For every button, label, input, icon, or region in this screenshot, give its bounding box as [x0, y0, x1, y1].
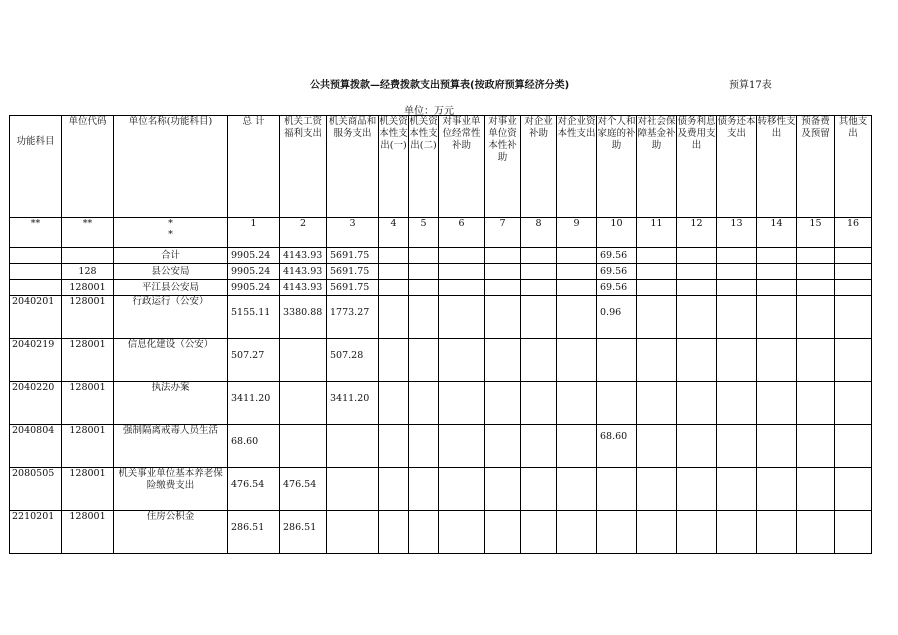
empty-cell [557, 425, 597, 468]
column-header: 预备费及预留 [797, 116, 835, 218]
empty-cell [797, 280, 835, 296]
unit-code-cell: 128001 [62, 296, 114, 339]
unit-code-cell [62, 248, 114, 264]
table-row [10, 248, 872, 264]
function-code-cell: 2040220 [10, 382, 62, 425]
empty-cell [557, 296, 597, 339]
empty-cell [835, 382, 872, 425]
table-row [10, 425, 872, 468]
column-number: 5 [409, 218, 439, 248]
empty-cell [677, 339, 717, 382]
goods-services-cell: 5691.75 [327, 248, 379, 264]
function-code-cell [10, 248, 62, 264]
empty-cell [409, 264, 439, 280]
empty-cell [757, 468, 797, 511]
empty-cell [717, 425, 757, 468]
empty-cell [557, 264, 597, 280]
column-header: 债务还本支出 [717, 116, 757, 218]
empty-cell [557, 280, 597, 296]
empty-cell [677, 425, 717, 468]
unit-label: 单位：万元 [404, 106, 454, 117]
empty-cell [439, 296, 485, 339]
empty-cell [485, 339, 521, 382]
table-row [10, 264, 872, 280]
table-row [10, 511, 872, 554]
empty-cell [717, 264, 757, 280]
wage-welfare-cell: 286.51 [280, 511, 327, 554]
wage-welfare-cell: 4143.93 [280, 264, 327, 280]
empty-cell [485, 382, 521, 425]
empty-cell [637, 296, 677, 339]
total-cell: 3411.20 [228, 382, 280, 425]
empty-cell [757, 339, 797, 382]
column-number: 15 [797, 218, 835, 248]
wage-welfare-cell: 4143.93 [280, 280, 327, 296]
unit-code-cell: 128 [62, 264, 114, 280]
column-number: 16 [835, 218, 872, 248]
column-header: 对企业补助 [521, 116, 557, 218]
empty-cell [485, 248, 521, 264]
empty-cell [439, 339, 485, 382]
table-row [10, 296, 872, 339]
column-header: 机关资本性支出(一) [379, 116, 409, 218]
total-cell: 286.51 [228, 511, 280, 554]
column-header: 转移性支出 [757, 116, 797, 218]
column-number: ** [10, 218, 62, 248]
empty-cell [717, 511, 757, 554]
empty-cell [757, 264, 797, 280]
empty-cell [379, 425, 409, 468]
empty-cell [835, 468, 872, 511]
empty-cell [797, 296, 835, 339]
total-cell: 68.60 [228, 425, 280, 468]
household-subsidy-cell [597, 511, 637, 554]
empty-cell [637, 264, 677, 280]
empty-cell [409, 511, 439, 554]
table-row [10, 339, 872, 382]
column-number-row [10, 218, 872, 248]
empty-cell [409, 339, 439, 382]
empty-cell [717, 296, 757, 339]
empty-cell [485, 468, 521, 511]
empty-cell [835, 248, 872, 264]
empty-cell [557, 248, 597, 264]
function-code-cell: 2080505 [10, 468, 62, 511]
empty-cell [835, 264, 872, 280]
unit-name-cell: 执法办案 [114, 382, 228, 425]
empty-cell [379, 280, 409, 296]
empty-cell [521, 296, 557, 339]
empty-cell [521, 382, 557, 425]
unit-code-cell: 128001 [62, 468, 114, 511]
column-header: 其他支出 [835, 116, 872, 218]
column-header: 对社会保障基金补助 [637, 116, 677, 218]
function-code-cell: 2210201 [10, 511, 62, 554]
unit-code-cell: 128001 [62, 280, 114, 296]
column-header: 单位名称(功能科目) [114, 116, 228, 218]
unit-name-cell: 住房公积金 [114, 511, 228, 554]
empty-cell [439, 382, 485, 425]
empty-cell [485, 296, 521, 339]
empty-cell [521, 425, 557, 468]
household-subsidy-cell: 0.96 [597, 296, 637, 339]
empty-cell [835, 425, 872, 468]
empty-cell [379, 264, 409, 280]
empty-cell [677, 511, 717, 554]
function-code-cell [10, 280, 62, 296]
empty-cell [797, 511, 835, 554]
household-subsidy-cell [597, 339, 637, 382]
empty-cell [637, 248, 677, 264]
column-number: 11 [637, 218, 677, 248]
empty-cell [379, 382, 409, 425]
column-number: 8 [521, 218, 557, 248]
table-row [10, 280, 872, 296]
total-cell: 9905.24 [228, 248, 280, 264]
wage-welfare-cell: 4143.93 [280, 248, 327, 264]
empty-cell [439, 280, 485, 296]
empty-cell [409, 425, 439, 468]
goods-services-cell [327, 425, 379, 468]
empty-cell [717, 382, 757, 425]
wage-welfare-cell [280, 339, 327, 382]
wage-welfare-cell: 476.54 [280, 468, 327, 511]
column-number: 4 [379, 218, 409, 248]
unit-code-cell: 128001 [62, 425, 114, 468]
column-header: 机关商品和服务支出 [327, 116, 379, 218]
empty-cell [557, 382, 597, 425]
empty-cell [797, 425, 835, 468]
empty-cell [757, 248, 797, 264]
empty-cell [797, 264, 835, 280]
empty-cell [557, 468, 597, 511]
column-number: 13 [717, 218, 757, 248]
household-subsidy-cell: 69.56 [597, 280, 637, 296]
column-number: 1 [228, 218, 280, 248]
empty-cell [757, 511, 797, 554]
function-code-cell: 2040804 [10, 425, 62, 468]
wage-welfare-cell [280, 425, 327, 468]
empty-cell [677, 468, 717, 511]
empty-cell [797, 339, 835, 382]
column-number: * * [114, 218, 228, 248]
empty-cell [757, 382, 797, 425]
table-row [10, 468, 872, 511]
household-subsidy-cell: 68.60 [597, 425, 637, 468]
empty-cell [379, 248, 409, 264]
empty-cell [637, 382, 677, 425]
empty-cell [439, 248, 485, 264]
empty-cell [677, 382, 717, 425]
budget-table [9, 115, 872, 554]
household-subsidy-cell [597, 468, 637, 511]
goods-services-cell: 5691.75 [327, 280, 379, 296]
empty-cell [439, 511, 485, 554]
empty-cell [485, 511, 521, 554]
total-cell: 507.27 [228, 339, 280, 382]
empty-cell [521, 280, 557, 296]
column-number: 9 [557, 218, 597, 248]
unit-name-cell: 机关事业单位基本养老保险缴费支出 [114, 468, 228, 511]
header-row [10, 116, 872, 218]
wage-welfare-cell: 3380.88 [280, 296, 327, 339]
column-header: 债务利息及费用支出 [677, 116, 717, 218]
empty-cell [379, 339, 409, 382]
column-header: 对事业单位资本性补助 [485, 116, 521, 218]
column-number: 14 [757, 218, 797, 248]
empty-cell [637, 468, 677, 511]
household-subsidy-cell [597, 382, 637, 425]
empty-cell [379, 296, 409, 339]
empty-cell [637, 339, 677, 382]
function-code-cell [10, 264, 62, 280]
unit-name-cell: 信息化建设（公安） [114, 339, 228, 382]
column-number: 2 [280, 218, 327, 248]
empty-cell [717, 468, 757, 511]
wage-welfare-cell [280, 382, 327, 425]
column-header: 机关资本性支出(二) [409, 116, 439, 218]
goods-services-cell: 507.28 [327, 339, 379, 382]
total-cell: 5155.11 [228, 296, 280, 339]
empty-cell [485, 280, 521, 296]
goods-services-cell [327, 468, 379, 511]
empty-cell [835, 280, 872, 296]
goods-services-cell: 5691.75 [327, 264, 379, 280]
empty-cell [835, 339, 872, 382]
empty-cell [439, 264, 485, 280]
empty-cell [409, 382, 439, 425]
total-cell: 476.54 [228, 468, 280, 511]
column-header: 功能科目 [10, 116, 62, 218]
empty-cell [677, 296, 717, 339]
goods-services-cell: 1773.27 [327, 296, 379, 339]
column-header: 对事业单位经常性补助 [439, 116, 485, 218]
empty-cell [677, 264, 717, 280]
household-subsidy-cell: 69.56 [597, 248, 637, 264]
unit-name-cell: 强制隔离戒毒人员生活 [114, 425, 228, 468]
column-number: 7 [485, 218, 521, 248]
empty-cell [409, 248, 439, 264]
empty-cell [439, 468, 485, 511]
unit-name-cell: 平江县公安局 [114, 280, 228, 296]
unit-code-cell: 128001 [62, 511, 114, 554]
empty-cell [797, 468, 835, 511]
empty-cell [677, 280, 717, 296]
column-number: 12 [677, 218, 717, 248]
empty-cell [757, 280, 797, 296]
empty-cell [717, 280, 757, 296]
unit-code-cell: 128001 [62, 339, 114, 382]
unit-code-cell: 128001 [62, 382, 114, 425]
empty-cell [439, 425, 485, 468]
empty-cell [521, 339, 557, 382]
empty-cell [409, 280, 439, 296]
empty-cell [485, 264, 521, 280]
empty-cell [379, 511, 409, 554]
empty-cell [409, 296, 439, 339]
column-header: 对个人和家庭的补助 [597, 116, 637, 218]
empty-cell [757, 425, 797, 468]
unit-name-cell: 县公安局 [114, 264, 228, 280]
empty-cell [835, 296, 872, 339]
table-row [10, 382, 872, 425]
empty-cell [409, 468, 439, 511]
empty-cell [717, 248, 757, 264]
empty-cell [485, 425, 521, 468]
empty-cell [797, 382, 835, 425]
empty-cell [379, 468, 409, 511]
column-number: 6 [439, 218, 485, 248]
table-number: 预算17表 [729, 80, 772, 91]
column-number: 3 [327, 218, 379, 248]
column-header: 总 计 [228, 116, 280, 218]
total-cell: 9905.24 [228, 264, 280, 280]
column-number: ** [62, 218, 114, 248]
unit-name-cell: 合计 [114, 248, 228, 264]
empty-cell [637, 511, 677, 554]
goods-services-cell [327, 511, 379, 554]
empty-cell [521, 264, 557, 280]
household-subsidy-cell: 69.56 [597, 264, 637, 280]
total-cell: 9905.24 [228, 280, 280, 296]
empty-cell [521, 468, 557, 511]
empty-cell [717, 339, 757, 382]
empty-cell [557, 511, 597, 554]
empty-cell [677, 248, 717, 264]
column-header: 单位代码 [62, 116, 114, 218]
empty-cell [757, 296, 797, 339]
empty-cell [521, 248, 557, 264]
column-header: 机关工资福利支出 [280, 116, 327, 218]
column-number: 10 [597, 218, 637, 248]
unit-name-cell: 行政运行（公安） [114, 296, 228, 339]
page-title: 公共预算拨款—经费拨款支出预算表(按政府预算经济分类) [310, 80, 570, 91]
empty-cell [557, 339, 597, 382]
goods-services-cell: 3411.20 [327, 382, 379, 425]
empty-cell [637, 425, 677, 468]
empty-cell [637, 280, 677, 296]
empty-cell [835, 511, 872, 554]
function-code-cell: 2040201 [10, 296, 62, 339]
empty-cell [797, 248, 835, 264]
column-header: 对企业资本性支出 [557, 116, 597, 218]
function-code-cell: 2040219 [10, 339, 62, 382]
empty-cell [521, 511, 557, 554]
